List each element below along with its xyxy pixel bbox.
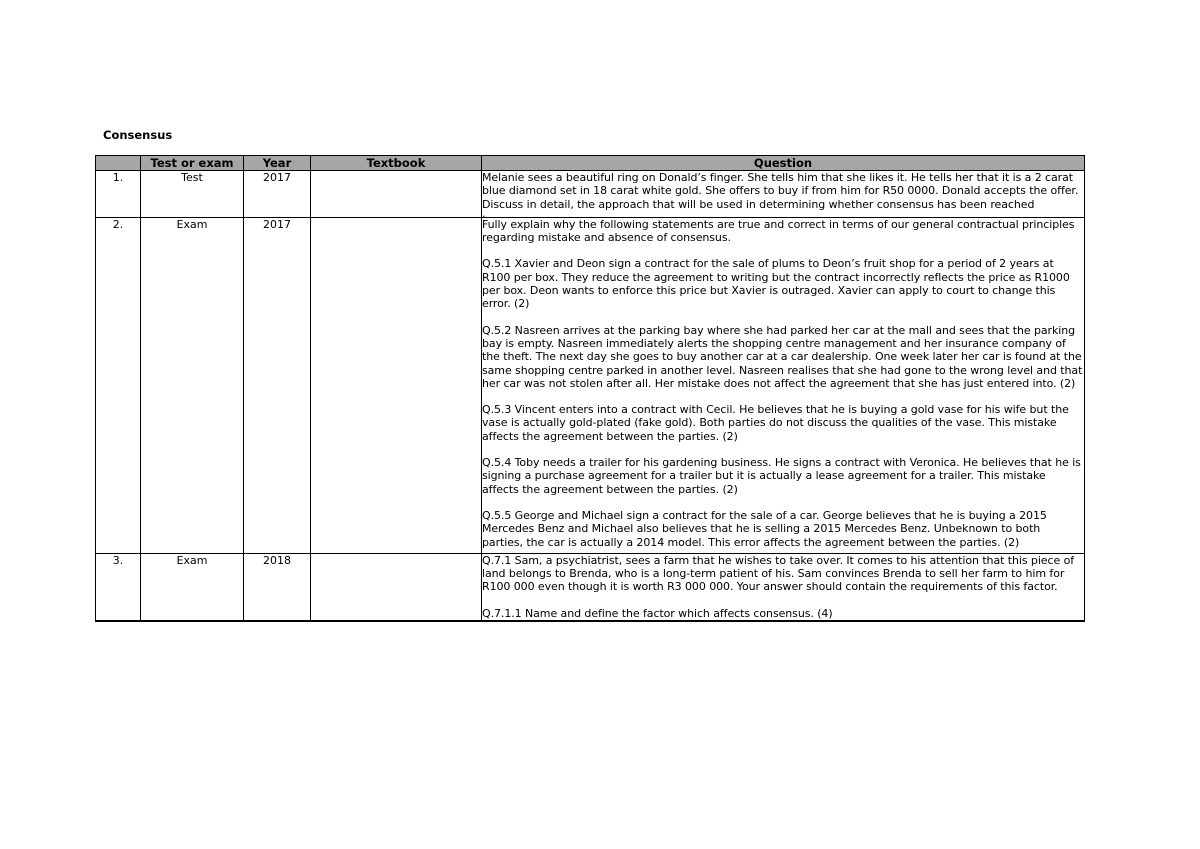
question-paragraph: Q.7.1 Sam, a psychiatrist, sees a farm that he wishes to take over. It comes to his attention that this piece of land belongs to Brenda, who is a long-term patient of his. Sam convinces Brenda to sell her farm to him for R100 000 even though it is worth R3 000 000. Your answer should contain the requirements of this factor.	[482, 553, 1075, 594]
row-textbook	[311, 217, 482, 553]
header-question: Question	[482, 156, 1085, 171]
row-year: 2018	[244, 553, 311, 621]
row-question	[482, 217, 1085, 553]
question-paragraph: Melanie sees a beautiful ring on Donald’s finger. She tells him that she likes it. He tells her that it is a 2 carat blue diamond set in 18 carat white gold. She offers to buy if from him for R50 0000. Donald accepts the offer. Discuss in detail, the approach that will be used in determining whether consensus has been reached	[482, 171, 1079, 211]
table-row	[96, 217, 1085, 553]
question-paragraph: Q.5.5 George and Michael sign a contract for the sale of a car. George believes that he is buying a 2015 Mercedes Benz and Michael also believes that he is selling a 2015 Mercedes Benz. Unbeknown to both parties, the car is actually a 2014 model. This error affects the agreement between the parties. (2)	[482, 508, 1047, 549]
table-header-row	[96, 156, 1085, 171]
document-heading: Consensus	[103, 128, 173, 142]
header-textbook: Textbook	[311, 156, 482, 171]
row-year: 2017	[244, 171, 311, 218]
row-type: Test	[141, 171, 244, 218]
row-year: 2017	[244, 217, 311, 553]
row-number: 3.	[96, 553, 141, 621]
row-number: 2.	[96, 217, 141, 553]
row-type: Exam	[141, 217, 244, 553]
table-row	[96, 553, 1085, 621]
row-question	[482, 553, 1085, 621]
row-number: 1.	[96, 171, 141, 218]
question-paragraph: Q.5.4 Toby needs a trailer for his gardening business. He signs a contract with Veronica. He believes that he is signing a purchase agreement for a trailer but it is actually a lease agreement for a trailer. This mistake affects the agreement between the parties. (2)	[482, 456, 1081, 496]
question-paragraph: Q.5.2 Nasreen arrives at the parking bay where she had parked her car at the mall and sees that the parking bay is empty. Nasreen immediately alerts the shopping centre management and her insurance company of the theft. The next day she goes to buy another car at a car dealership. One week later her car is found at the same shopping centre parked in another level. Nasreen realises that she had gone to the wrong level and that her car was not stolen after all. Her mistake does not affect the agreement that she has just entered into. (2)	[482, 323, 1083, 390]
question-paragraph: Q.5.3 Vincent enters into a contract with Cecil. He believes that he is buying a gold vase for his wife but the vase is actually gold-plated (fake gold). Both parties do not discuss the qualities of the vase. This mistake affects the agreement between the parties. (2)	[482, 403, 1069, 443]
question-paragraph: Q.7.1.1 Name and define the factor which affects consensus. (4)	[482, 606, 833, 620]
questions-table	[95, 155, 1085, 622]
row-question	[482, 171, 1085, 218]
question-paragraph: .	[482, 206, 486, 220]
row-textbook	[311, 553, 482, 621]
row-type: Exam	[141, 553, 244, 621]
table-row	[96, 171, 1085, 218]
question-paragraph: Fully explain why the following statements are true and correct in terms of our general contractual principles regarding mistake and absence of consensus.	[482, 217, 1075, 245]
header-test-or-exam: Test or exam	[141, 156, 244, 171]
header-year: Year	[244, 156, 311, 171]
question-paragraph: Q.5.1 Xavier and Deon sign a contract for the sale of plums to Deon’s fruit shop for a period of 2 years at R100 per box. They reduce the agreement to writing but the contract incorrectly reflects the price as R1000 per box. Deon wants to enforce this price but Xavier is outraged. Xavier can apply to court to change this error. (2)	[482, 257, 1070, 311]
row-textbook	[311, 171, 482, 218]
header-number	[96, 156, 141, 171]
